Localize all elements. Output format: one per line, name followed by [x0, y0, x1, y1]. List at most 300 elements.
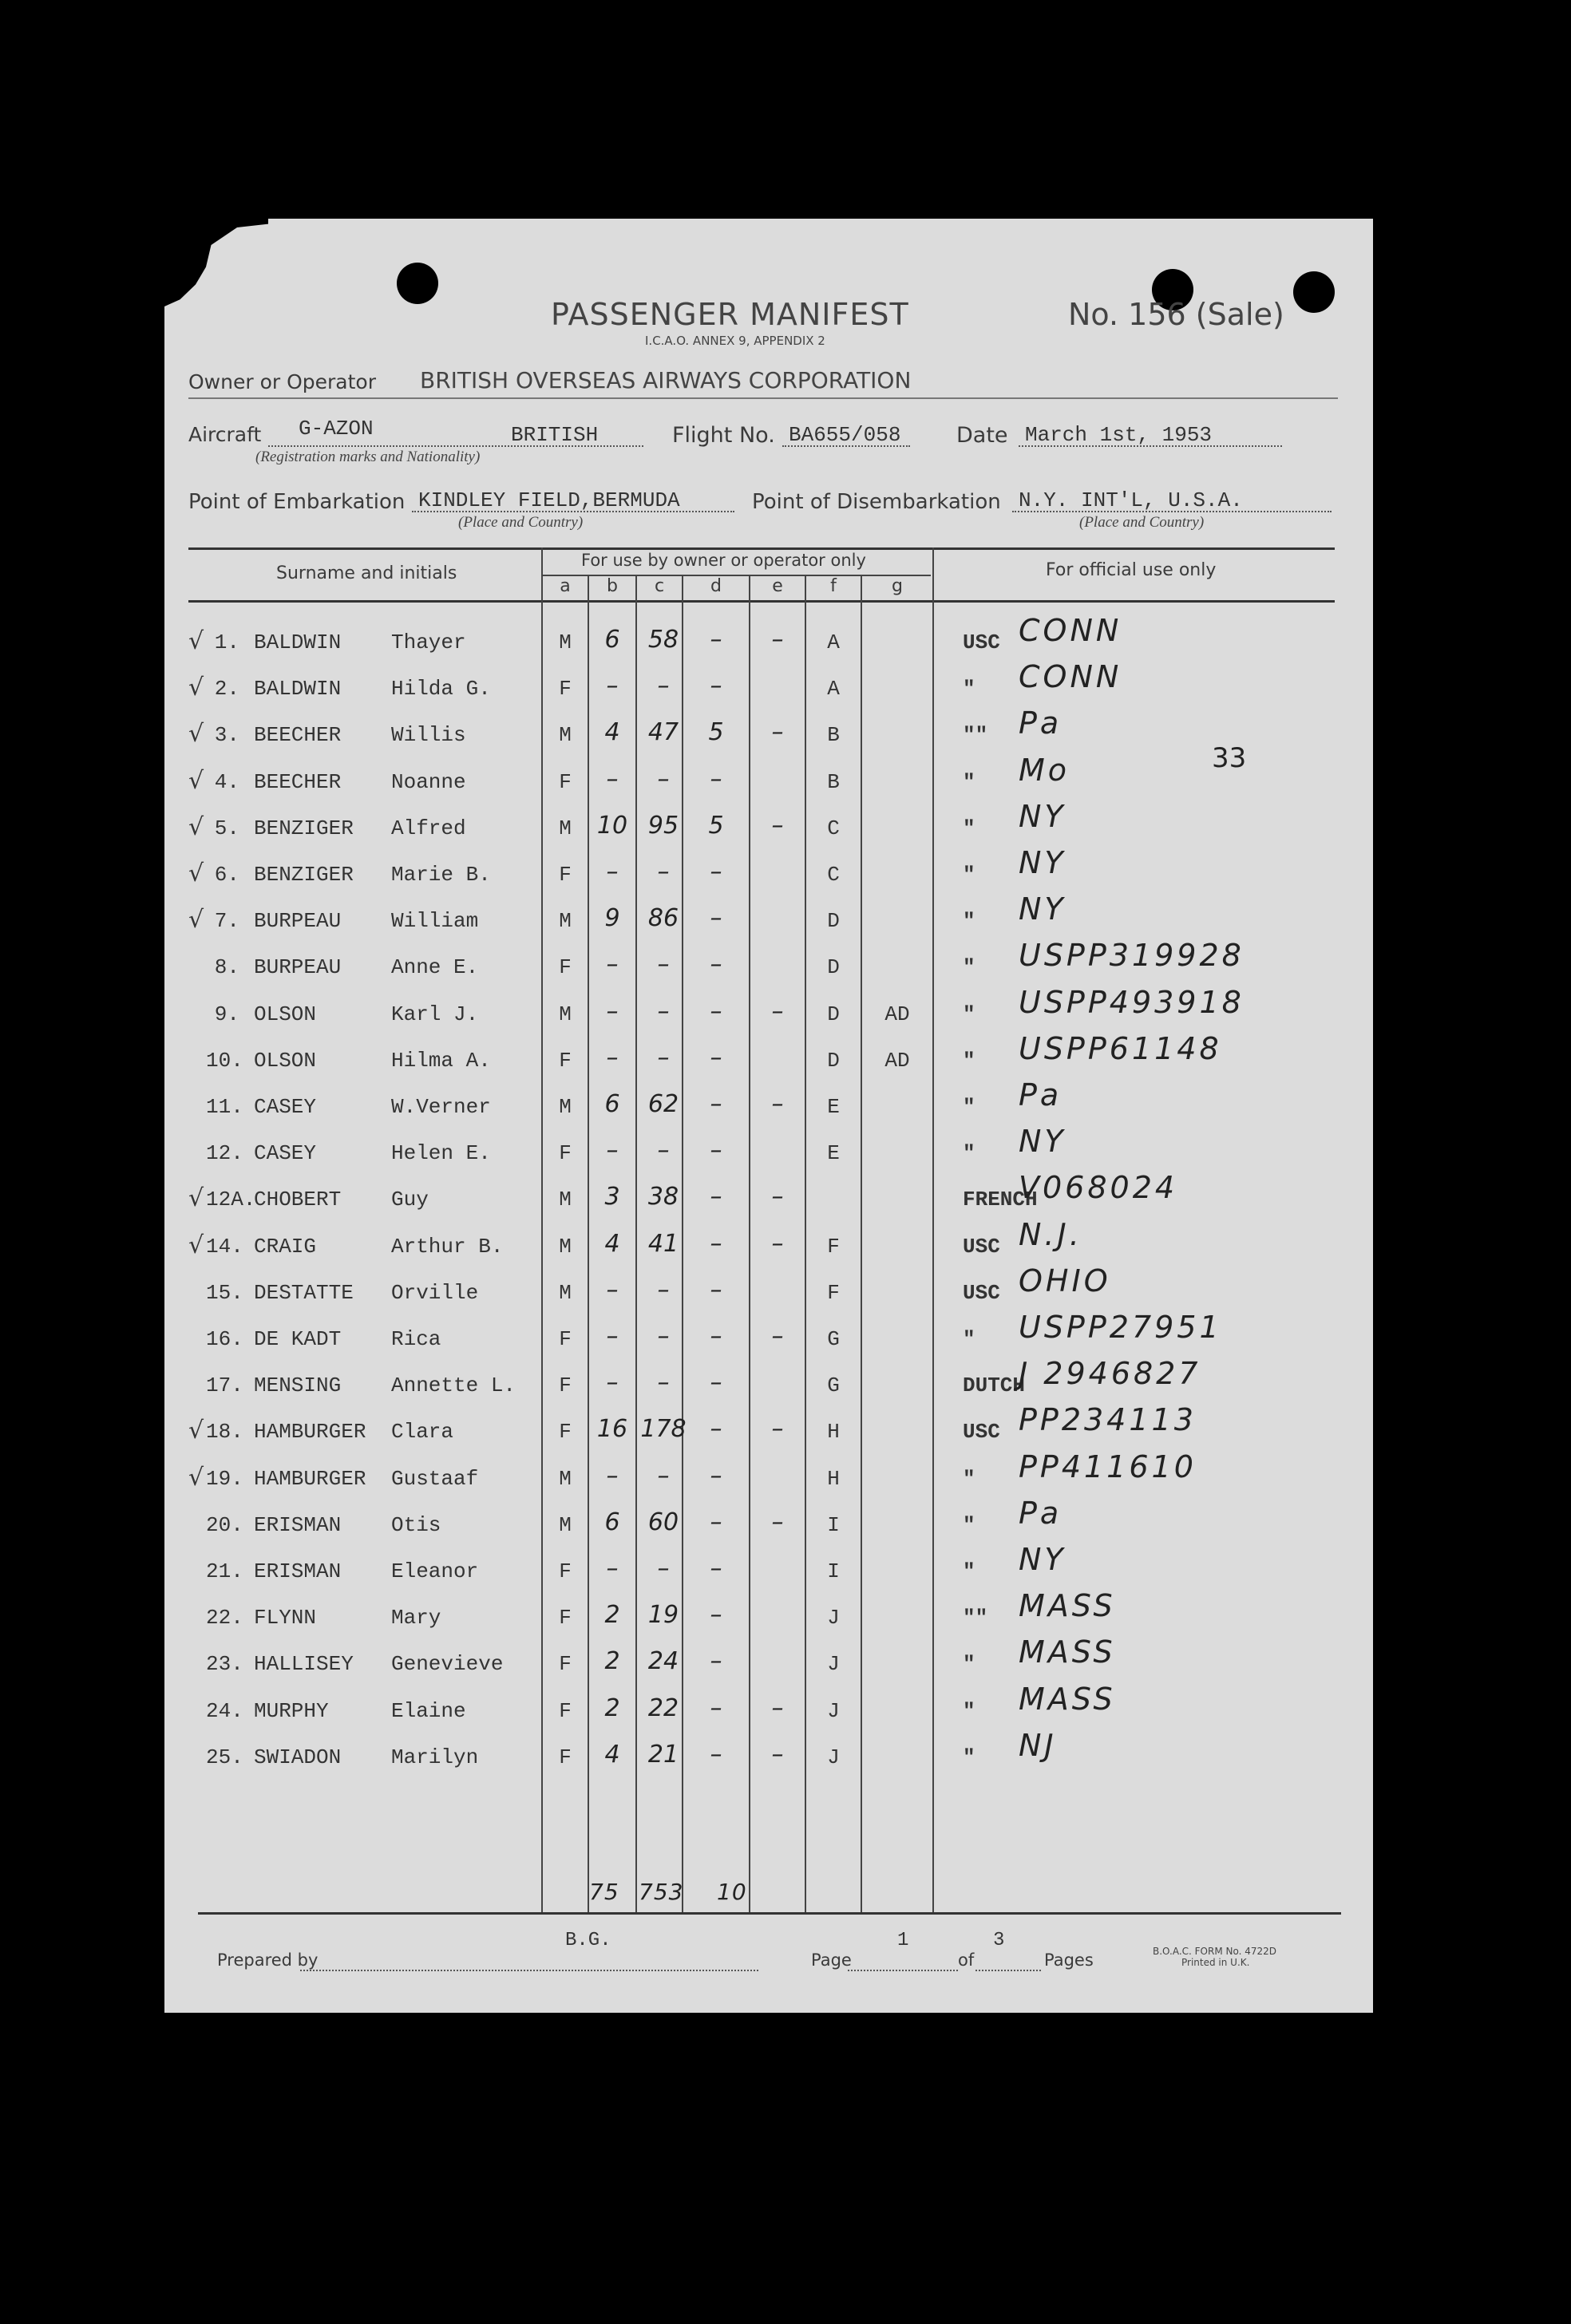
given-name: Noanne	[391, 770, 466, 794]
owner-label: Owner or Operator	[188, 370, 376, 393]
total-b: 75	[589, 1879, 619, 1905]
given-name: Arthur B.	[391, 1235, 504, 1259]
given-name: Helen E.	[391, 1141, 491, 1165]
sex-cell: M	[559, 1002, 572, 1026]
pages-value: 3	[993, 1930, 1005, 1951]
official-handwritten: PP411610	[1019, 1449, 1197, 1484]
official-handwritten: CONN	[1019, 613, 1122, 648]
row-number: 18.	[206, 1420, 243, 1444]
official-handwritten: MASS	[1019, 1682, 1116, 1717]
official-handwritten: NY	[1019, 1542, 1066, 1577]
bags-cell: 16	[596, 1415, 628, 1443]
page-label: Page	[811, 1951, 852, 1970]
seat-cell: B	[827, 770, 840, 794]
weight-cell: –	[657, 1136, 670, 1164]
tick-mark: √	[188, 1231, 204, 1259]
given-name: Orville	[391, 1281, 479, 1305]
surname: DE KADT	[254, 1327, 342, 1351]
col-d-cell: –	[710, 1136, 722, 1164]
weight-cell: 41	[647, 1230, 679, 1258]
surname: HAMBURGER	[254, 1467, 366, 1491]
row-number: 12A.	[206, 1188, 256, 1211]
official-code: "	[963, 1049, 975, 1073]
weight-cell: 21	[647, 1741, 679, 1769]
weight-cell: –	[657, 1462, 670, 1490]
col-e-cell: –	[771, 1508, 784, 1536]
col-e-cell: –	[771, 812, 784, 840]
seat-cell: J	[827, 1606, 840, 1630]
flight-label: Flight No.	[672, 423, 775, 448]
col-d-cell: –	[710, 951, 722, 978]
col-d-cell: –	[710, 626, 722, 654]
weight-cell: –	[657, 765, 670, 793]
official-code: "	[963, 1699, 975, 1723]
sex-cell: F	[559, 1141, 572, 1165]
official-code: "	[963, 816, 975, 840]
row-number: 8.	[214, 955, 239, 979]
surname: BURPEAU	[254, 909, 342, 933]
sex-cell: F	[559, 1699, 572, 1723]
given-name: Rica	[391, 1327, 441, 1351]
col-d-cell: –	[710, 1741, 722, 1769]
weight-cell: 95	[647, 812, 679, 840]
sex-cell: F	[559, 1373, 572, 1397]
col-d-cell: –	[710, 1044, 722, 1072]
official-handwritten: USPP493918	[1019, 985, 1245, 1020]
col-d-cell: –	[710, 1183, 722, 1211]
surname-header: Surname and initials	[276, 563, 457, 583]
given-name: Elaine	[391, 1699, 466, 1723]
given-name: W.Verner	[391, 1095, 491, 1119]
aircraft-nationality: BRITISH	[511, 423, 599, 447]
official-code: USC	[963, 1281, 1000, 1305]
official-code: ""	[963, 723, 988, 747]
bags-cell: 6	[604, 1090, 620, 1118]
given-name: Genevieve	[391, 1652, 504, 1676]
form-printed: Printed in U.K.	[1181, 1957, 1250, 1968]
surname: MURPHY	[254, 1699, 329, 1723]
col-d-cell: 5	[708, 718, 724, 746]
official-handwritten: OHIO	[1019, 1263, 1111, 1298]
official-handwritten: USPP27951	[1019, 1310, 1222, 1345]
official-code: "	[963, 1467, 975, 1491]
tick-mark: √	[188, 627, 204, 655]
manifest-title: PASSENGER MANIFEST	[551, 297, 909, 332]
surname: MENSING	[254, 1373, 342, 1397]
seat-cell: I	[827, 1513, 840, 1537]
sex-cell: M	[559, 1513, 572, 1537]
surname: HALLISEY	[254, 1652, 354, 1676]
surname: HAMBURGER	[254, 1420, 366, 1444]
given-name: Otis	[391, 1513, 441, 1537]
col-d-cell: –	[710, 858, 722, 886]
row-number: 19.	[206, 1467, 243, 1491]
surname: OLSON	[254, 1002, 317, 1026]
row-number: 15.	[206, 1281, 243, 1305]
col-d-cell: –	[710, 1508, 722, 1536]
col-d-cell: –	[710, 672, 722, 700]
weight-cell: 178	[640, 1415, 687, 1443]
table-bottom-rule	[198, 1912, 1341, 1915]
aircraft-label: Aircraft	[188, 423, 262, 446]
col-e-cell: –	[771, 998, 784, 1026]
row-number: 11.	[206, 1095, 243, 1119]
prepared-value: B.G.	[565, 1930, 611, 1951]
tick-mark: √	[188, 767, 204, 795]
given-name: Marie B.	[391, 863, 491, 887]
surname: CRAIG	[254, 1235, 317, 1259]
bags-cell: –	[606, 1276, 619, 1304]
row-number: 22.	[206, 1606, 243, 1630]
surname: BALDWIN	[254, 630, 342, 654]
official-code: USC	[963, 630, 1000, 654]
bags-cell: –	[606, 1369, 619, 1397]
official-code: USC	[963, 1235, 1000, 1259]
subcol-header-f: f	[830, 576, 837, 596]
row-number: 1.	[214, 630, 239, 654]
sex-cell: M	[559, 1095, 572, 1119]
seat-cell: E	[827, 1141, 840, 1165]
official-code: "	[963, 1095, 975, 1119]
embark-label: Point of Embarkation	[188, 490, 406, 514]
sex-cell: M	[559, 723, 572, 747]
bags-cell: 2	[604, 1601, 620, 1629]
given-name: Anne E.	[391, 955, 479, 979]
bags-cell: –	[606, 672, 619, 700]
subcol-header-b: b	[607, 576, 618, 596]
given-name: Annette L.	[391, 1373, 516, 1397]
side-number: 33	[1212, 742, 1247, 774]
weight-cell: 58	[647, 626, 679, 654]
aircraft-registration: G-AZON	[299, 417, 374, 441]
seat-cell: A	[827, 630, 840, 654]
col-d-cell: –	[710, 998, 722, 1026]
bags-cell: 6	[604, 626, 620, 654]
bags-cell: –	[606, 1555, 619, 1583]
weight-cell: 62	[647, 1090, 679, 1118]
punch-hole	[397, 263, 438, 304]
official-code: "	[963, 1652, 975, 1676]
sex-cell: M	[559, 909, 572, 933]
col-e-cell: –	[771, 1183, 784, 1211]
seat-cell: H	[827, 1420, 840, 1444]
col-d-cell: –	[710, 1090, 722, 1118]
seat-cell: C	[827, 816, 840, 840]
subcol-header-d: d	[710, 576, 722, 596]
tick-mark: √	[188, 1464, 204, 1492]
sex-cell: F	[559, 1327, 572, 1351]
weight-cell: –	[657, 1555, 670, 1583]
sex-cell: F	[559, 1652, 572, 1676]
official-use-header: For official use only	[1046, 560, 1217, 580]
surname: DESTATTE	[254, 1281, 354, 1305]
col-d-cell: –	[710, 1322, 722, 1350]
weight-cell: –	[657, 1369, 670, 1397]
table-header-rule	[188, 600, 1335, 603]
col-g-cell: AD	[884, 1049, 910, 1073]
disembark-value: N.Y. INT'L, U.S.A.	[1019, 488, 1243, 512]
surname: SWIADON	[254, 1745, 342, 1769]
date-value: March 1st, 1953	[1025, 423, 1213, 447]
total-d: 10	[717, 1879, 747, 1905]
col-d-cell: –	[710, 1462, 722, 1490]
sex-cell: F	[559, 1420, 572, 1444]
seat-cell: B	[827, 723, 840, 747]
official-code: USC	[963, 1420, 1000, 1444]
surname: BURPEAU	[254, 955, 342, 979]
official-handwritten: Pa	[1019, 1077, 1063, 1113]
surname: OLSON	[254, 1049, 317, 1073]
official-handwritten: NY	[1019, 1124, 1066, 1159]
punch-hole	[1293, 271, 1335, 313]
bags-cell: –	[606, 858, 619, 886]
bags-cell: –	[606, 951, 619, 978]
col-g-cell: AD	[884, 1002, 910, 1026]
official-code: "	[963, 1327, 975, 1351]
bags-cell: 4	[604, 1230, 620, 1258]
flight-value: BA655/058	[789, 423, 901, 447]
row-number: 9.	[214, 1002, 239, 1026]
weight-cell: –	[657, 951, 670, 978]
row-number: 3.	[214, 723, 239, 747]
official-handwritten: USPP319928	[1019, 938, 1245, 973]
col-d-cell: –	[710, 1276, 722, 1304]
col-divider	[861, 575, 862, 1912]
given-name: Karl J.	[391, 1002, 479, 1026]
bags-cell: 6	[604, 1508, 620, 1536]
surname: CASEY	[254, 1095, 317, 1119]
flight-line	[782, 445, 910, 447]
seat-cell: J	[827, 1699, 840, 1723]
official-code: FRENCH	[963, 1188, 1038, 1211]
col-d-cell: –	[710, 1555, 722, 1583]
col-e-cell: –	[771, 1415, 784, 1443]
row-number: 23.	[206, 1652, 243, 1676]
weight-cell: 22	[647, 1694, 679, 1722]
weight-cell: 86	[647, 904, 679, 932]
row-number: 10.	[206, 1049, 243, 1073]
given-name: Willis	[391, 723, 466, 747]
seat-cell: F	[827, 1235, 840, 1259]
embark-note: (Place and Country)	[458, 514, 584, 531]
official-code: "	[963, 1559, 975, 1583]
bags-cell: 9	[604, 904, 620, 932]
subcol-header-a: a	[560, 576, 571, 596]
official-handwritten: CONN	[1019, 659, 1122, 694]
official-handwritten: NY	[1019, 891, 1066, 927]
row-number: 21.	[206, 1559, 243, 1583]
bags-cell: 2	[604, 1647, 620, 1675]
embark-line	[412, 511, 734, 512]
given-name: Gustaaf	[391, 1467, 479, 1491]
seat-cell: D	[827, 1002, 840, 1026]
pages-label: Pages	[1044, 1951, 1094, 1970]
official-code: "	[963, 1141, 975, 1165]
table-top-rule	[188, 547, 1335, 550]
col-d-cell: –	[710, 765, 722, 793]
weight-cell: 19	[647, 1601, 679, 1629]
separator	[188, 397, 1338, 399]
sex-cell: F	[559, 770, 572, 794]
col-d-cell: –	[710, 1369, 722, 1397]
seat-cell: D	[827, 1049, 840, 1073]
bags-cell: –	[606, 1322, 619, 1350]
official-handwritten: NJ	[1019, 1728, 1057, 1763]
manifest-subtitle: I.C.A.O. ANNEX 9, APPENDIX 2	[645, 334, 825, 348]
of-label: of	[958, 1951, 975, 1970]
given-name: Alfred	[391, 816, 466, 840]
subcol-header-g: g	[892, 576, 903, 596]
official-handwritten: NY	[1019, 845, 1066, 880]
row-number: 24.	[206, 1699, 243, 1723]
surname: BEECHER	[254, 770, 342, 794]
col-divider	[932, 547, 934, 1912]
given-name: Marilyn	[391, 1745, 479, 1769]
row-number: 12.	[206, 1141, 243, 1165]
sex-cell: F	[559, 863, 572, 887]
surname: CASEY	[254, 1141, 317, 1165]
official-handwritten: N.J.	[1019, 1217, 1082, 1252]
tick-mark: √	[188, 1184, 204, 1212]
weight-cell: 38	[647, 1183, 679, 1211]
bags-cell: 10	[596, 812, 628, 840]
given-name: Mary	[391, 1606, 441, 1630]
given-name: Guy	[391, 1188, 429, 1211]
embark-value: KINDLEY FIELD,BERMUDA	[418, 488, 680, 512]
seat-cell: G	[827, 1373, 840, 1397]
total-c: 753	[639, 1879, 684, 1905]
sex-cell: M	[559, 1467, 572, 1491]
official-handwritten: PP234113	[1019, 1402, 1197, 1437]
given-name: Hilda G.	[391, 677, 491, 701]
weight-cell: –	[657, 1044, 670, 1072]
col-d-cell: –	[710, 1647, 722, 1675]
weight-cell: –	[657, 1276, 670, 1304]
date-label: Date	[956, 423, 1008, 448]
bags-cell: 4	[604, 718, 620, 746]
sex-cell: F	[559, 677, 572, 701]
official-handwritten: MASS	[1019, 1588, 1116, 1623]
weight-cell: 47	[647, 718, 679, 746]
sex-cell: M	[559, 630, 572, 654]
sex-cell: F	[559, 1049, 572, 1073]
col-d-cell: 5	[708, 812, 724, 840]
bags-cell: 2	[604, 1694, 620, 1722]
row-number: 16.	[206, 1327, 243, 1351]
official-code: "	[963, 955, 975, 979]
official-code: "	[963, 677, 975, 701]
official-handwritten: Pa	[1019, 1496, 1063, 1531]
official-handwritten: Pa	[1019, 706, 1063, 741]
seat-cell: J	[827, 1652, 840, 1676]
prepared-label: Prepared by	[217, 1951, 319, 1970]
of-line	[975, 1970, 1041, 1971]
disembark-line	[1012, 511, 1332, 512]
row-number: 4.	[214, 770, 239, 794]
owner-value: BRITISH OVERSEAS AIRWAYS CORPORATION	[420, 367, 912, 393]
form-number: B.O.A.C. FORM No. 4722D	[1153, 1946, 1277, 1957]
bags-cell: –	[606, 1044, 619, 1072]
official-handwritten: USPP61148	[1019, 1031, 1222, 1066]
row-number: 14.	[206, 1235, 243, 1259]
row-number: 2.	[214, 677, 239, 701]
official-handwritten: Mo	[1019, 753, 1070, 788]
given-name: William	[391, 909, 479, 933]
official-code: "	[963, 1002, 975, 1026]
col-e-cell: –	[771, 1230, 784, 1258]
seat-cell: H	[827, 1467, 840, 1491]
bags-cell: –	[606, 765, 619, 793]
disembark-note: (Place and Country)	[1079, 514, 1205, 531]
official-code: "	[963, 770, 975, 794]
official-code: "	[963, 1513, 975, 1537]
given-name: Eleanor	[391, 1559, 479, 1583]
manifest-number: No. 156 (Sale)	[1068, 297, 1284, 332]
bags-cell: 4	[604, 1741, 620, 1769]
surname: FLYNN	[254, 1606, 317, 1630]
official-handwritten: MASS	[1019, 1634, 1116, 1670]
col-e-cell: –	[771, 1694, 784, 1722]
weight-cell: –	[657, 672, 670, 700]
prepared-line	[300, 1970, 758, 1971]
date-line	[1019, 445, 1282, 447]
weight-cell: 60	[647, 1508, 679, 1536]
surname: ERISMAN	[254, 1559, 342, 1583]
sex-cell: M	[559, 816, 572, 840]
weight-cell: 24	[647, 1647, 679, 1675]
col-e-cell: –	[771, 1090, 784, 1118]
sex-cell: F	[559, 955, 572, 979]
owner-use-header: For use by owner or operator only	[581, 551, 866, 570]
row-number: 7.	[214, 909, 239, 933]
official-handwritten: V068024	[1019, 1170, 1178, 1205]
col-d-cell: –	[710, 904, 722, 932]
surname: BALDWIN	[254, 677, 342, 701]
official-code: "	[963, 909, 975, 933]
sex-cell: F	[559, 1559, 572, 1583]
col-e-cell: –	[771, 1741, 784, 1769]
official-code: "	[963, 1745, 975, 1769]
page-line	[848, 1970, 958, 1971]
page-value: 1	[897, 1930, 909, 1951]
official-handwritten: NY	[1019, 799, 1066, 834]
seat-cell: D	[827, 909, 840, 933]
seat-cell: A	[827, 677, 840, 701]
weight-cell: –	[657, 858, 670, 886]
bags-cell: –	[606, 1136, 619, 1164]
official-code: DUTCH	[963, 1373, 1026, 1397]
col-e-cell: –	[771, 626, 784, 654]
col-d-cell: –	[710, 1415, 722, 1443]
surname: BENZIGER	[254, 863, 354, 887]
given-name: Hilma A.	[391, 1049, 491, 1073]
official-code: ""	[963, 1606, 988, 1630]
bags-cell: –	[606, 1462, 619, 1490]
tick-mark: √	[188, 720, 204, 748]
aircraft-line	[268, 445, 643, 447]
col-d-cell: –	[710, 1230, 722, 1258]
surname: BENZIGER	[254, 816, 354, 840]
given-name: Thayer	[391, 630, 466, 654]
sex-cell: M	[559, 1235, 572, 1259]
official-code: "	[963, 863, 975, 887]
seat-cell: I	[827, 1559, 840, 1583]
tick-mark: √	[188, 1417, 204, 1445]
row-number: 25.	[206, 1745, 243, 1769]
col-e-cell: –	[771, 718, 784, 746]
row-number: 20.	[206, 1513, 243, 1537]
seat-cell: J	[827, 1745, 840, 1769]
